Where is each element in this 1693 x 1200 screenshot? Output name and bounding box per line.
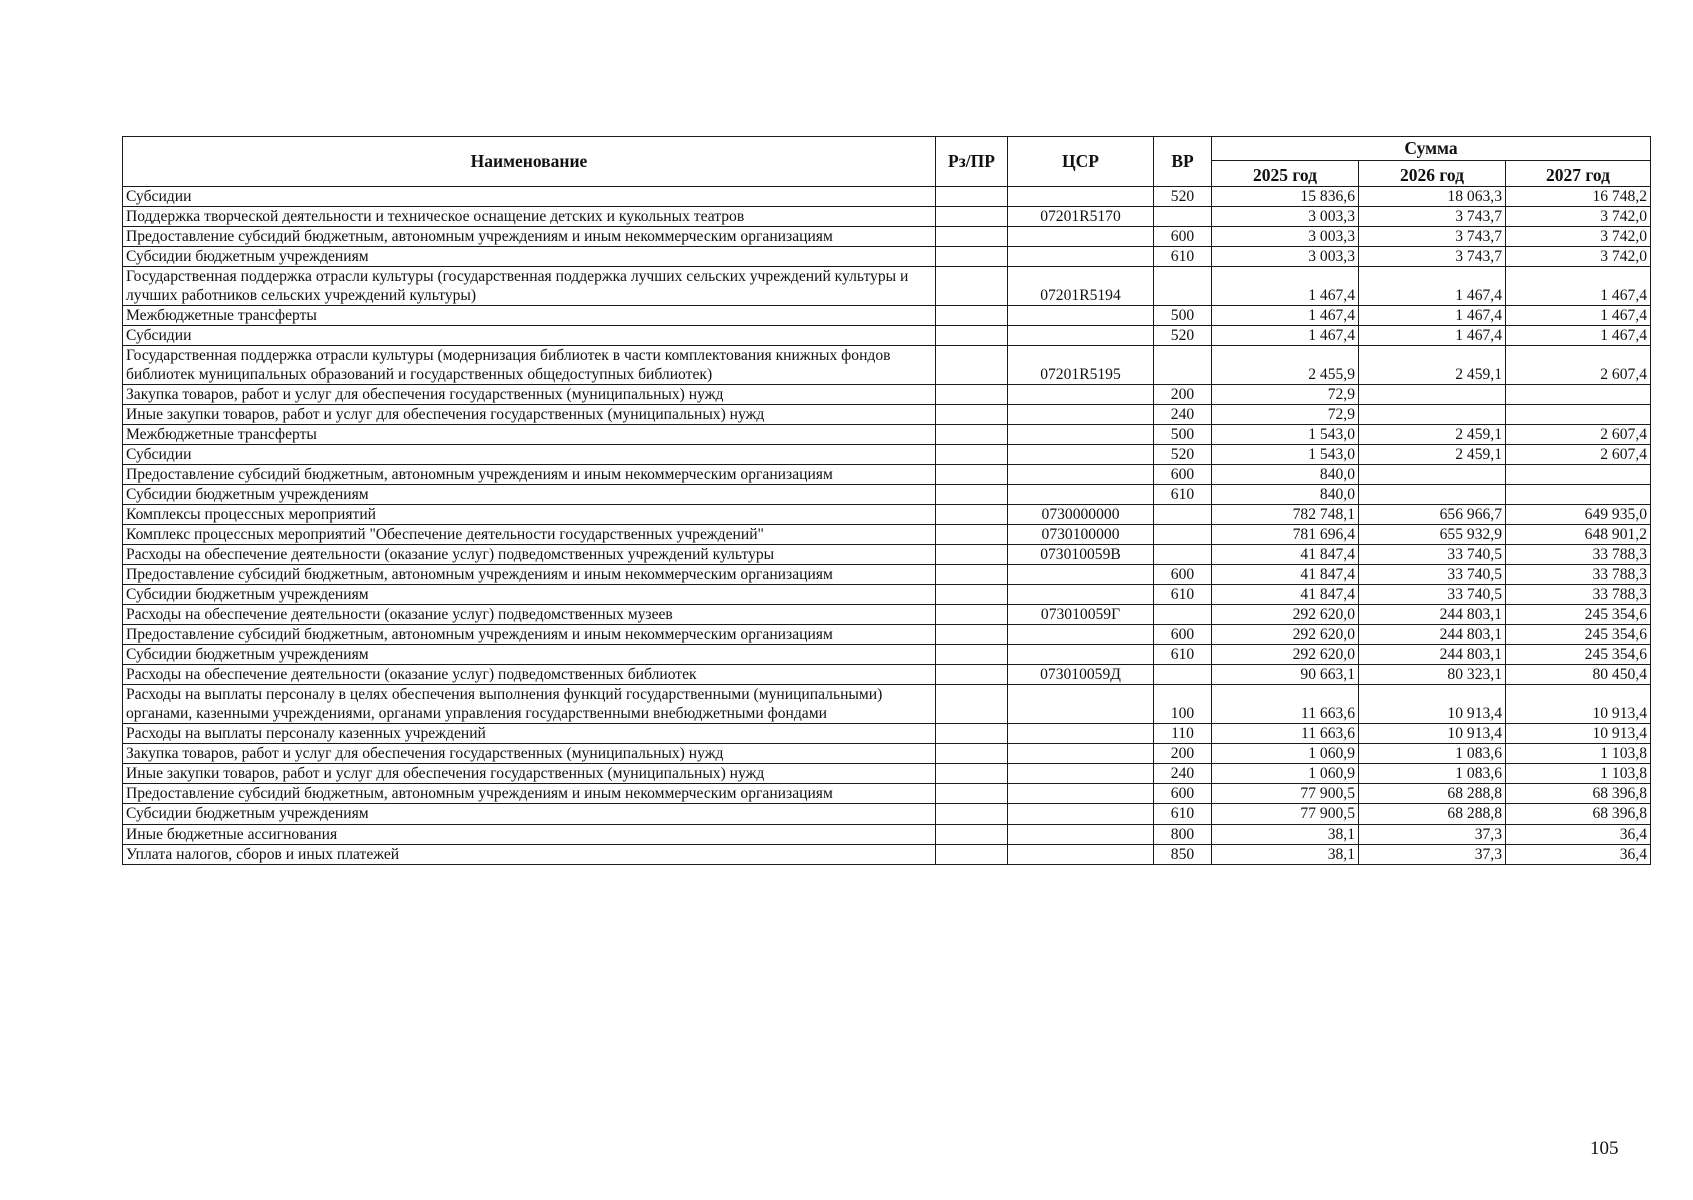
cell-name: Комплекс процессных мероприятий "Обеспечение деятельности государственных учреждений" — [123, 525, 936, 545]
cell-2025: 11 663,6 — [1212, 685, 1359, 724]
cell-rz — [936, 824, 1008, 844]
cell-name: Предоставление субсидий бюджетным, автономным учреждениям и иным некоммерческим организациям — [123, 465, 936, 485]
cell-rz — [936, 485, 1008, 505]
cell-2027: 648 901,2 — [1506, 525, 1651, 545]
table-row — [123, 585, 1651, 605]
cell-2026: 3 743,7 — [1359, 207, 1506, 227]
table-row — [123, 565, 1651, 585]
cell-2027: 16 748,2 — [1506, 187, 1651, 207]
cell-csr — [1008, 306, 1154, 326]
cell-2025: 3 003,3 — [1212, 247, 1359, 267]
cell-rz — [936, 844, 1008, 864]
cell-2027: 2 607,4 — [1506, 445, 1651, 465]
cell-2026: 2 459,1 — [1359, 425, 1506, 445]
cell-name: Субсидии — [123, 187, 936, 207]
table-row — [123, 744, 1651, 764]
cell-2026: 244 803,1 — [1359, 605, 1506, 625]
cell-csr — [1008, 485, 1154, 505]
cell-name: Расходы на обеспечение деятельности (оказание услуг) подведомственных библиотек — [123, 665, 936, 685]
cell-rz — [936, 326, 1008, 346]
cell-2025: 840,0 — [1212, 465, 1359, 485]
cell-name: Поддержка творческой деятельности и техническое оснащение детских и кукольных театров — [123, 207, 936, 227]
cell-rz — [936, 585, 1008, 605]
cell-2026: 244 803,1 — [1359, 625, 1506, 645]
cell-name: Расходы на выплаты персоналу в целях обеспечения выполнения функций государственными (муниципальными) органами, казенными учреждениями, органами управления государственными внебюджетными фондами — [123, 685, 936, 724]
cell-2027: 33 788,3 — [1506, 565, 1651, 585]
table-row — [123, 385, 1651, 405]
cell-name: Расходы на обеспечение деятельности (оказание услуг) подведомственных музеев — [123, 605, 936, 625]
cell-2025: 1 060,9 — [1212, 744, 1359, 764]
cell-csr — [1008, 625, 1154, 645]
cell-csr — [1008, 645, 1154, 665]
cell-vr: 610 — [1154, 804, 1212, 824]
table-row — [123, 685, 1651, 724]
table-row — [123, 405, 1651, 425]
cell-rz — [936, 306, 1008, 326]
cell-2025: 1 467,4 — [1212, 306, 1359, 326]
cell-vr — [1154, 605, 1212, 625]
cell-2025: 2 455,9 — [1212, 346, 1359, 385]
cell-rz — [936, 545, 1008, 565]
cell-rz — [936, 685, 1008, 724]
cell-csr — [1008, 247, 1154, 267]
cell-rz — [936, 724, 1008, 744]
cell-name: Субсидии бюджетным учреждениям — [123, 645, 936, 665]
table-row — [123, 545, 1651, 565]
cell-2026 — [1359, 385, 1506, 405]
cell-2025: 1 543,0 — [1212, 445, 1359, 465]
cell-name: Субсидии бюджетным учреждениям — [123, 485, 936, 505]
cell-name: Закупка товаров, работ и услуг для обеспечения государственных (муниципальных) нужд — [123, 744, 936, 764]
cell-rz — [936, 385, 1008, 405]
cell-2026: 1 467,4 — [1359, 326, 1506, 346]
cell-2027 — [1506, 485, 1651, 505]
cell-2027: 1 103,8 — [1506, 764, 1651, 784]
cell-2025: 41 847,4 — [1212, 545, 1359, 565]
table-row — [123, 425, 1651, 445]
cell-csr — [1008, 187, 1154, 207]
cell-rz — [936, 445, 1008, 465]
table-row — [123, 824, 1651, 844]
cell-rz — [936, 625, 1008, 645]
table-row — [123, 227, 1651, 247]
cell-2027: 33 788,3 — [1506, 545, 1651, 565]
cell-vr — [1154, 665, 1212, 685]
cell-csr — [1008, 585, 1154, 605]
cell-rz — [936, 267, 1008, 306]
cell-2025: 1 060,9 — [1212, 764, 1359, 784]
header-name: Наименование — [123, 137, 936, 187]
cell-2027: 245 354,6 — [1506, 605, 1651, 625]
cell-2025: 1 467,4 — [1212, 267, 1359, 306]
cell-vr: 500 — [1154, 306, 1212, 326]
cell-rz — [936, 525, 1008, 545]
table-header — [123, 137, 1651, 187]
cell-csr: 0730000000 — [1008, 505, 1154, 525]
cell-name: Межбюджетные трансферты — [123, 425, 936, 445]
table-row — [123, 326, 1651, 346]
cell-vr: 520 — [1154, 187, 1212, 207]
cell-name: Субсидии — [123, 445, 936, 465]
cell-2027: 2 607,4 — [1506, 346, 1651, 385]
header-vr: ВР — [1154, 137, 1212, 187]
cell-2025: 782 748,1 — [1212, 505, 1359, 525]
cell-2026: 244 803,1 — [1359, 645, 1506, 665]
cell-2026: 37,3 — [1359, 824, 1506, 844]
cell-vr: 520 — [1154, 326, 1212, 346]
header-year-2025: 2025 год — [1212, 161, 1359, 187]
cell-2026: 80 323,1 — [1359, 665, 1506, 685]
cell-2027: 2 607,4 — [1506, 425, 1651, 445]
table-body — [123, 187, 1651, 865]
table-row — [123, 844, 1651, 864]
cell-name: Уплата налогов, сборов и иных платежей — [123, 844, 936, 864]
cell-rz — [936, 207, 1008, 227]
cell-name: Расходы на обеспечение деятельности (оказание услуг) подведомственных учреждений культуры — [123, 545, 936, 565]
cell-2025: 90 663,1 — [1212, 665, 1359, 685]
cell-csr — [1008, 326, 1154, 346]
cell-rz — [936, 804, 1008, 824]
cell-2026: 18 063,3 — [1359, 187, 1506, 207]
cell-2026: 1 467,4 — [1359, 306, 1506, 326]
cell-csr: 07201R5194 — [1008, 267, 1154, 306]
cell-csr: 073010059Д — [1008, 665, 1154, 685]
cell-2025: 3 003,3 — [1212, 207, 1359, 227]
cell-name: Государственная поддержка отрасли культуры (модернизация библиотек в части комплектования книжных фондов библиотек муниципальных образований и государственных общедоступных библиотек) — [123, 346, 936, 385]
budget-sheet — [122, 136, 1650, 865]
cell-rz — [936, 744, 1008, 764]
cell-2026: 37,3 — [1359, 844, 1506, 864]
cell-csr — [1008, 844, 1154, 864]
cell-vr: 600 — [1154, 784, 1212, 804]
table-row — [123, 724, 1651, 744]
cell-csr — [1008, 804, 1154, 824]
cell-rz — [936, 227, 1008, 247]
table-row — [123, 445, 1651, 465]
cell-csr — [1008, 385, 1154, 405]
cell-vr: 610 — [1154, 645, 1212, 665]
cell-rz — [936, 346, 1008, 385]
cell-rz — [936, 645, 1008, 665]
cell-2026: 656 966,7 — [1359, 505, 1506, 525]
cell-2026: 1 083,6 — [1359, 744, 1506, 764]
header-sum: Сумма — [1212, 137, 1651, 161]
cell-rz — [936, 605, 1008, 625]
cell-2025: 1 543,0 — [1212, 425, 1359, 445]
cell-vr: 520 — [1154, 445, 1212, 465]
cell-2025: 41 847,4 — [1212, 585, 1359, 605]
cell-vr: 110 — [1154, 724, 1212, 744]
cell-2025: 15 836,6 — [1212, 187, 1359, 207]
cell-2027: 36,4 — [1506, 844, 1651, 864]
page-number: 105 — [1590, 1138, 1619, 1159]
table-row — [123, 784, 1651, 804]
cell-2026 — [1359, 405, 1506, 425]
table-row — [123, 804, 1651, 824]
cell-csr — [1008, 784, 1154, 804]
table-row — [123, 485, 1651, 505]
cell-2027: 245 354,6 — [1506, 625, 1651, 645]
cell-csr — [1008, 764, 1154, 784]
cell-2025: 292 620,0 — [1212, 625, 1359, 645]
cell-name: Предоставление субсидий бюджетным, автономным учреждениям и иным некоммерческим организациям — [123, 227, 936, 247]
table-row — [123, 247, 1651, 267]
cell-vr: 100 — [1154, 685, 1212, 724]
cell-2025: 840,0 — [1212, 485, 1359, 505]
cell-vr: 610 — [1154, 585, 1212, 605]
header-csr: ЦСР — [1008, 137, 1154, 187]
cell-vr: 200 — [1154, 744, 1212, 764]
cell-csr — [1008, 565, 1154, 585]
cell-2026: 3 743,7 — [1359, 227, 1506, 247]
cell-2027: 33 788,3 — [1506, 585, 1651, 605]
cell-vr — [1154, 267, 1212, 306]
cell-2027: 3 742,0 — [1506, 227, 1651, 247]
cell-vr: 240 — [1154, 405, 1212, 425]
cell-2026: 68 288,8 — [1359, 784, 1506, 804]
cell-rz — [936, 465, 1008, 485]
cell-rz — [936, 187, 1008, 207]
cell-2026: 2 459,1 — [1359, 445, 1506, 465]
table-row — [123, 525, 1651, 545]
cell-2025: 77 900,5 — [1212, 784, 1359, 804]
cell-name: Иные закупки товаров, работ и услуг для обеспечения государственных (муниципальных) нужд — [123, 764, 936, 784]
table-row — [123, 665, 1651, 685]
cell-vr: 600 — [1154, 625, 1212, 645]
table-row — [123, 505, 1651, 525]
cell-vr: 240 — [1154, 764, 1212, 784]
cell-rz — [936, 247, 1008, 267]
cell-csr — [1008, 744, 1154, 764]
cell-2025: 38,1 — [1212, 824, 1359, 844]
cell-rz — [936, 784, 1008, 804]
cell-2026: 1 083,6 — [1359, 764, 1506, 784]
cell-csr — [1008, 425, 1154, 445]
cell-vr — [1154, 525, 1212, 545]
cell-2026: 1 467,4 — [1359, 267, 1506, 306]
table-row — [123, 625, 1651, 645]
cell-rz — [936, 764, 1008, 784]
cell-name: Комплексы процессных мероприятий — [123, 505, 936, 525]
cell-2027: 1 467,4 — [1506, 267, 1651, 306]
cell-2027: 1 103,8 — [1506, 744, 1651, 764]
cell-2027: 1 467,4 — [1506, 326, 1651, 346]
cell-name: Предоставление субсидий бюджетным, автономным учреждениям и иным некоммерческим организациям — [123, 784, 936, 804]
cell-name: Предоставление субсидий бюджетным, автономным учреждениям и иным некоммерческим организациям — [123, 625, 936, 645]
cell-2027: 1 467,4 — [1506, 306, 1651, 326]
cell-2026: 33 740,5 — [1359, 545, 1506, 565]
table-row — [123, 605, 1651, 625]
cell-vr: 500 — [1154, 425, 1212, 445]
cell-2027: 3 742,0 — [1506, 207, 1651, 227]
cell-2025: 292 620,0 — [1212, 605, 1359, 625]
cell-2025: 11 663,6 — [1212, 724, 1359, 744]
table-row — [123, 267, 1651, 306]
cell-vr — [1154, 505, 1212, 525]
cell-vr — [1154, 346, 1212, 385]
cell-csr — [1008, 824, 1154, 844]
cell-2025: 292 620,0 — [1212, 645, 1359, 665]
header-rz: Рз/ПР — [936, 137, 1008, 187]
cell-2025: 72,9 — [1212, 405, 1359, 425]
cell-name: Субсидии — [123, 326, 936, 346]
cell-2027 — [1506, 405, 1651, 425]
cell-2025: 77 900,5 — [1212, 804, 1359, 824]
cell-2027: 10 913,4 — [1506, 724, 1651, 744]
cell-rz — [936, 505, 1008, 525]
cell-2026: 3 743,7 — [1359, 247, 1506, 267]
cell-name: Закупка товаров, работ и услуг для обеспечения государственных (муниципальных) нужд — [123, 385, 936, 405]
cell-csr — [1008, 465, 1154, 485]
cell-2026: 33 740,5 — [1359, 565, 1506, 585]
cell-vr: 850 — [1154, 844, 1212, 864]
header-year-2027: 2027 год — [1506, 161, 1651, 187]
cell-name: Иные закупки товаров, работ и услуг для обеспечения государственных (муниципальных) нужд — [123, 405, 936, 425]
cell-2027: 68 396,8 — [1506, 784, 1651, 804]
table-row — [123, 346, 1651, 385]
cell-vr: 610 — [1154, 247, 1212, 267]
cell-rz — [936, 565, 1008, 585]
cell-vr: 600 — [1154, 227, 1212, 247]
cell-rz — [936, 425, 1008, 445]
cell-csr — [1008, 685, 1154, 724]
table-row — [123, 465, 1651, 485]
cell-csr: 073010059Г — [1008, 605, 1154, 625]
table-row — [123, 207, 1651, 227]
cell-vr: 600 — [1154, 565, 1212, 585]
cell-csr: 07201R5170 — [1008, 207, 1154, 227]
cell-vr: 200 — [1154, 385, 1212, 405]
cell-2025: 72,9 — [1212, 385, 1359, 405]
cell-csr — [1008, 724, 1154, 744]
cell-name: Субсидии бюджетным учреждениям — [123, 585, 936, 605]
cell-name: Иные бюджетные ассигнования — [123, 824, 936, 844]
cell-2025: 38,1 — [1212, 844, 1359, 864]
cell-vr — [1154, 207, 1212, 227]
cell-2026: 68 288,8 — [1359, 804, 1506, 824]
cell-csr — [1008, 445, 1154, 465]
cell-name: Расходы на выплаты персоналу казенных учреждений — [123, 724, 936, 744]
cell-csr — [1008, 405, 1154, 425]
cell-name: Межбюджетные трансферты — [123, 306, 936, 326]
cell-2025: 3 003,3 — [1212, 227, 1359, 247]
cell-name: Субсидии бюджетным учреждениям — [123, 247, 936, 267]
table-row — [123, 187, 1651, 207]
cell-2027 — [1506, 465, 1651, 485]
cell-2027: 68 396,8 — [1506, 804, 1651, 824]
table-row — [123, 764, 1651, 784]
cell-2026: 10 913,4 — [1359, 685, 1506, 724]
cell-2027: 3 742,0 — [1506, 247, 1651, 267]
cell-2026: 33 740,5 — [1359, 585, 1506, 605]
cell-csr: 07201R5195 — [1008, 346, 1154, 385]
budget-table — [122, 136, 1651, 865]
cell-2027: 36,4 — [1506, 824, 1651, 844]
cell-vr: 800 — [1154, 824, 1212, 844]
cell-2027: 245 354,6 — [1506, 645, 1651, 665]
cell-vr: 600 — [1154, 465, 1212, 485]
cell-2027 — [1506, 385, 1651, 405]
cell-csr — [1008, 227, 1154, 247]
cell-2026 — [1359, 465, 1506, 485]
cell-2025: 1 467,4 — [1212, 326, 1359, 346]
cell-rz — [936, 665, 1008, 685]
header-year-2026: 2026 год — [1359, 161, 1506, 187]
cell-2026 — [1359, 485, 1506, 505]
cell-vr: 610 — [1154, 485, 1212, 505]
cell-rz — [936, 405, 1008, 425]
cell-name: Государственная поддержка отрасли культуры (государственная поддержка лучших сельских учреждений культуры и лучших работников сельских учреждений культуры) — [123, 267, 936, 306]
cell-name: Предоставление субсидий бюджетным, автономным учреждениям и иным некоммерческим организациям — [123, 565, 936, 585]
cell-2026: 10 913,4 — [1359, 724, 1506, 744]
cell-name: Субсидии бюджетным учреждениям — [123, 804, 936, 824]
cell-csr: 0730100000 — [1008, 525, 1154, 545]
cell-2025: 781 696,4 — [1212, 525, 1359, 545]
cell-2027: 80 450,4 — [1506, 665, 1651, 685]
cell-2026: 2 459,1 — [1359, 346, 1506, 385]
table-row — [123, 645, 1651, 665]
cell-vr — [1154, 545, 1212, 565]
table-row — [123, 306, 1651, 326]
cell-2027: 10 913,4 — [1506, 685, 1651, 724]
cell-2027: 649 935,0 — [1506, 505, 1651, 525]
cell-2026: 655 932,9 — [1359, 525, 1506, 545]
cell-2025: 41 847,4 — [1212, 565, 1359, 585]
cell-csr: 073010059В — [1008, 545, 1154, 565]
